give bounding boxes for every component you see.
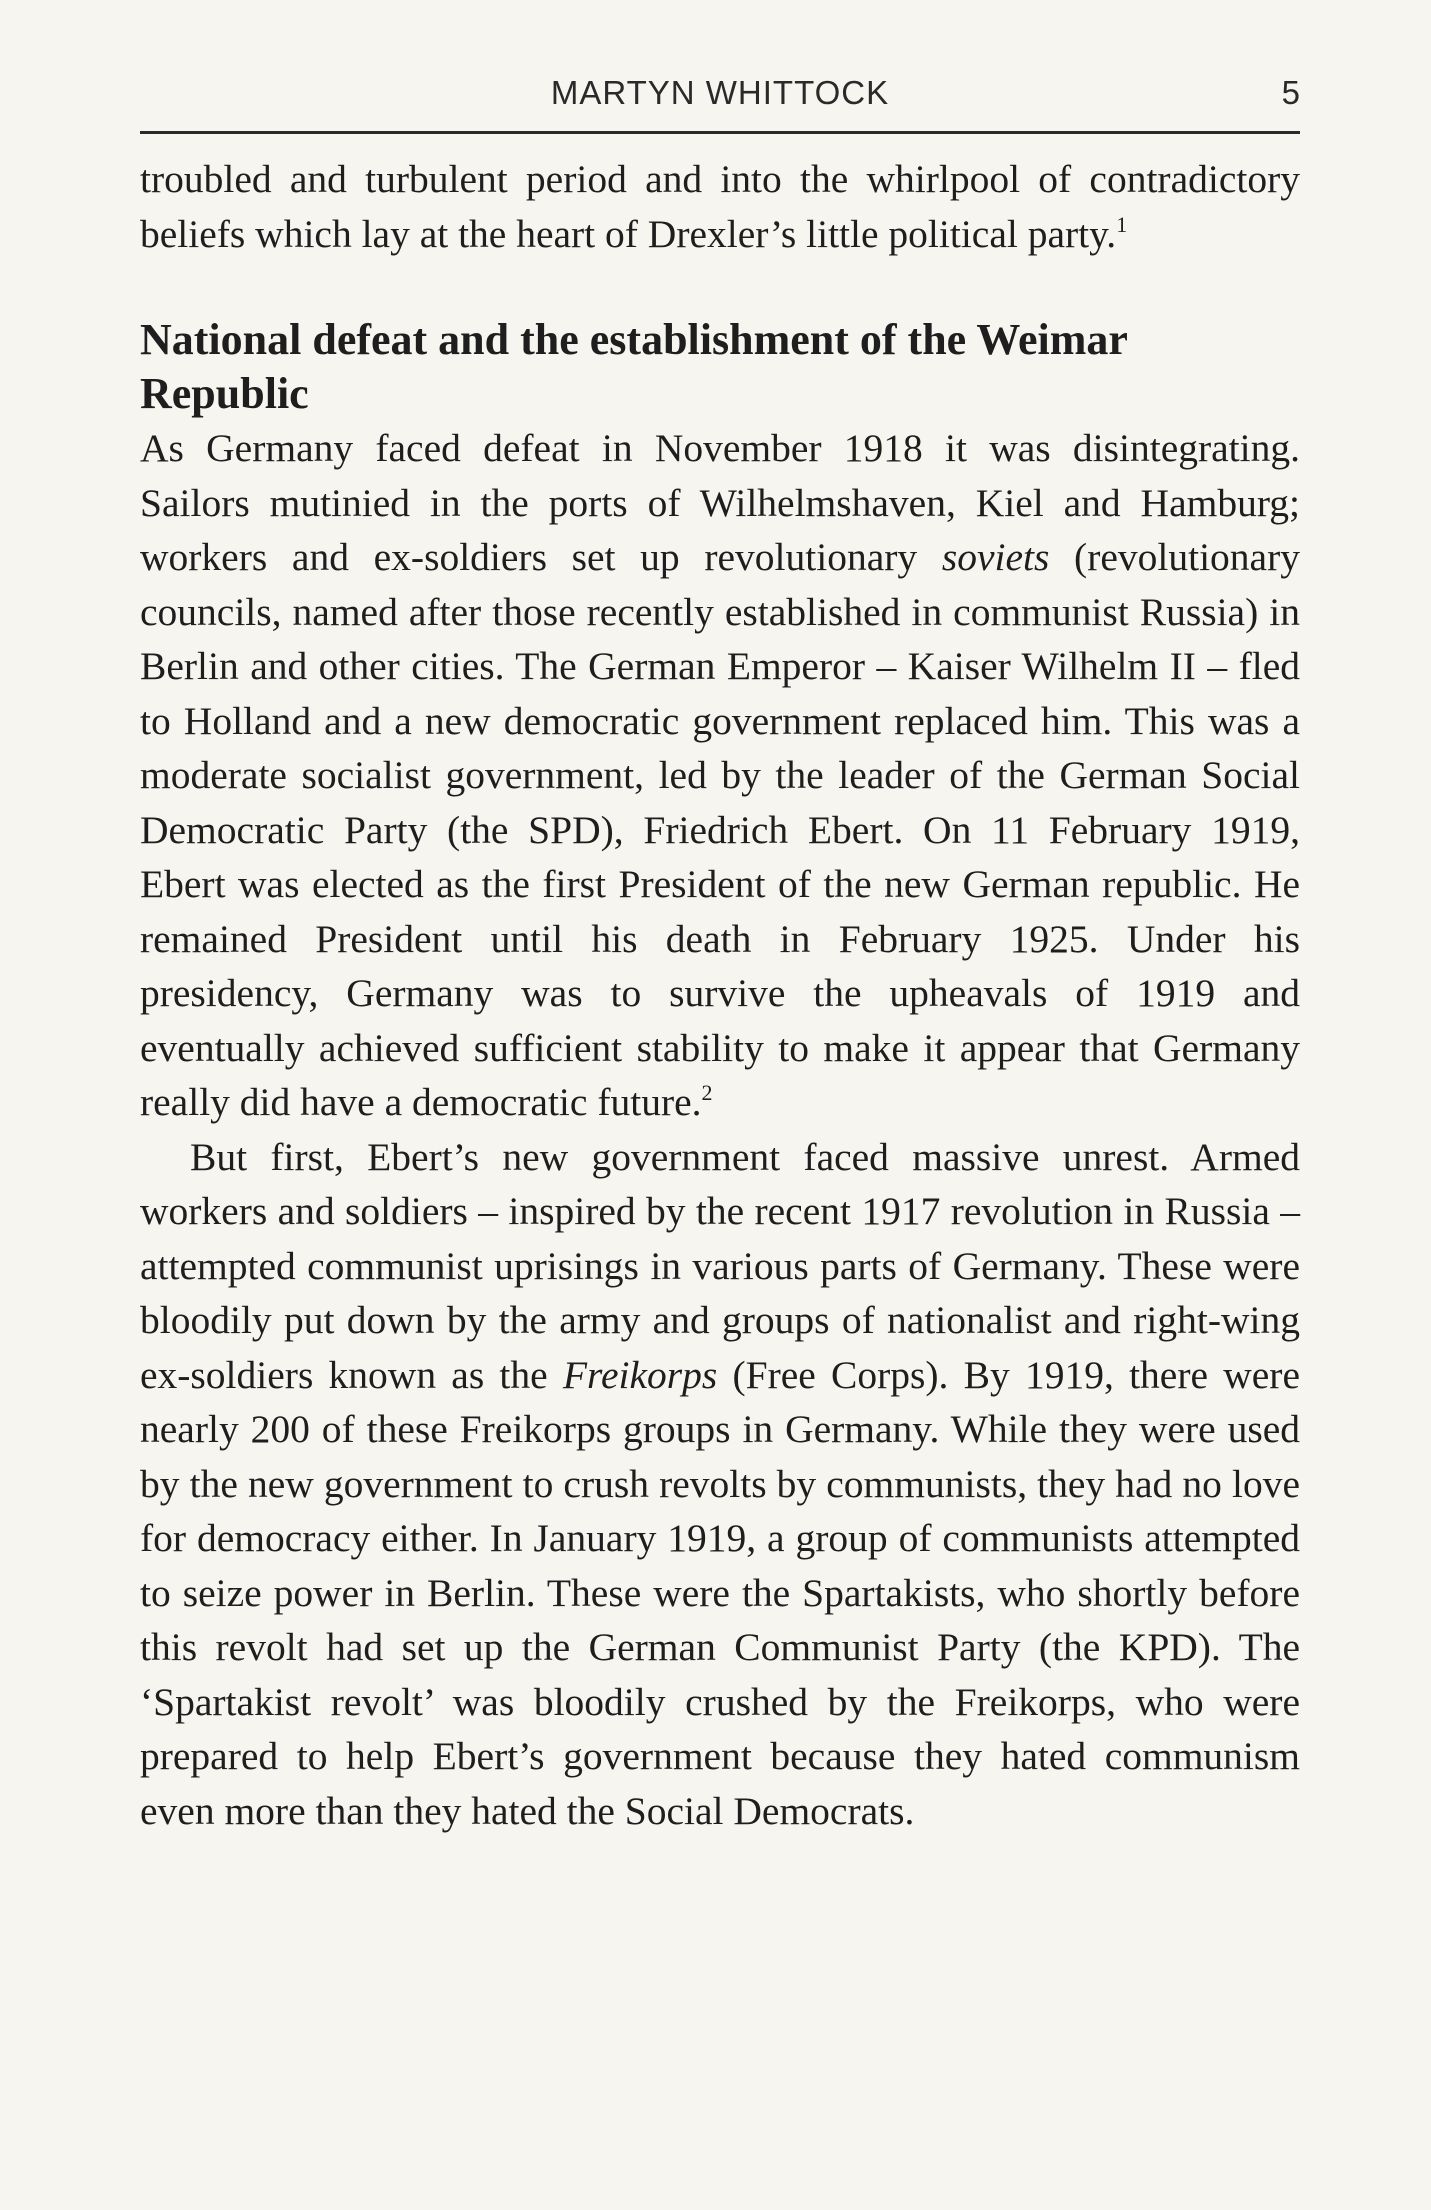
- paragraph-1: [140, 421, 1300, 1130]
- paragraph-1-text-b: (revolutionary councils, named after those recently established in communist Russia) in Berlin and other cities. The German Emperor – Kaiser Wilhelm II – fled to Holland and a new democratic government replaced him. This was a moderate socialist government, led by the leader of the German Social Democratic Party (the SPD), Friedrich Ebert. On 11 February 1919, Ebert was elected as the first President of the new German republic. He remained President until his death in February 1925. Under his presidency, Germany was to survive the upheavals of 1919 and eventually achieved sufficient stability to make it appear that Germany really did have a democratic future.: [140, 535, 1300, 1124]
- footnote-ref-1: 1: [1116, 211, 1128, 237]
- running-head-author: MARTYN WHITTOCK: [550, 74, 890, 111]
- intro-paragraph: [140, 152, 1300, 261]
- page-number: 5: [1281, 74, 1300, 111]
- paragraph-2: [140, 1130, 1300, 1839]
- running-head: [140, 68, 1300, 118]
- section-heading: National defeat and the establishment of the Weimar Republic: [140, 315, 1128, 418]
- body-text: [140, 152, 1300, 1838]
- paragraph-2-text-a: But first, Ebert’s new government faced massive unrest. Armed workers and soldiers – inspired by the recent 1917 revolution in Russia – attempted communist uprisings in various parts of Germany. These were bloodily put down by the army and groups of nationalist and right-wing ex-soldiers known as the: [140, 1134, 1300, 1397]
- footnote-ref-2: 2: [701, 1080, 713, 1105]
- paragraph-2-text-b: (Free Corps). By 1919, there were nearly 200 of these Freikorps groups in Germany. While they were used by the new government to crush revolts by communists, they had no love for democracy either. In January 1919, a group of communists attempted to seize power in Berlin. These were the Spartakists, who shortly before this revolt had set up the German Communist Party (the KPD). The ‘Spartakist revolt’ was bloodily crushed by the Freikorps, who were prepared to help Ebert’s government because they hated communism even more than they hated the Social Democrats.: [140, 1352, 1300, 1833]
- paragraph-2-italic: Freikorps: [562, 1352, 718, 1397]
- paragraph-1-italic: soviets: [941, 535, 1050, 579]
- book-page: [140, 0, 1300, 2210]
- paragraph-1-text-a: As Germany faced defeat in November 1918 it was disintegrating. Sailors mutinied in the ports of Wilhelmshaven, Kiel and Hamburg; workers and ex-soldiers set up revolutionary: [140, 426, 1300, 579]
- header-rule: [140, 131, 1300, 134]
- intro-text: troubled and turbulent period and into the whirlpool of contradictory beliefs which lay at the heart of Drexler’s little political party.: [140, 157, 1300, 256]
